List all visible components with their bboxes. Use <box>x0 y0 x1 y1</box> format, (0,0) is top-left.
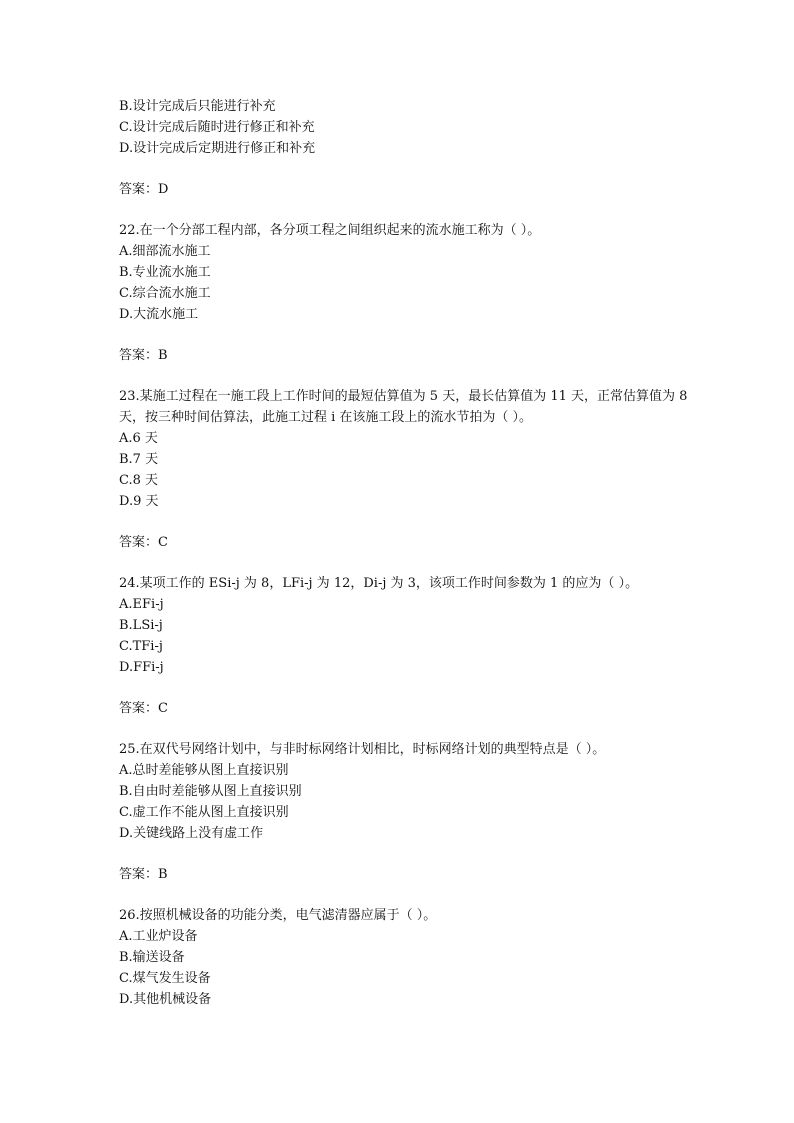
option-c: C.虚工作不能从图上直接识别 <box>119 805 289 820</box>
option-a: A.EFi-j <box>119 597 164 612</box>
question-stem: 25.在双代号网络计划中，与非时标网络计划相比，时标网络计划的典型特点是（ ）。 <box>119 742 606 757</box>
question-block <box>119 739 689 905</box>
option-b: B.7 天 <box>119 452 159 467</box>
option-a: A.工业炉设备 <box>119 929 198 944</box>
question-stem: 24.某项工作的 ESi-j 为 8，LFi-j 为 12，Di-j 为 3，该项工作时间参数为 1 的应为（ ）。 <box>119 576 639 591</box>
option-b: B.自由时差能够从图上直接识别 <box>119 784 302 799</box>
option-b: B.输送设备 <box>119 950 185 965</box>
option-a: A.细部流水施工 <box>119 244 211 259</box>
answer-line: 答案：D <box>119 182 169 197</box>
option-a: A.6 天 <box>119 431 158 446</box>
question-stem: 26.按照机械设备的功能分类，电气滤清器应属于（ ）。 <box>119 908 437 923</box>
question-block <box>119 386 689 573</box>
option-d: D.设计完成后定期进行修正和补充 <box>119 141 316 156</box>
option-a: A.总时差能够从图上直接识别 <box>119 763 289 778</box>
question-block <box>119 905 689 1010</box>
option-c: C.设计完成后随时进行修正和补充 <box>119 120 315 135</box>
document-content <box>119 96 689 1010</box>
option-c: C.8 天 <box>119 473 159 488</box>
question-block <box>119 220 689 386</box>
answer-line: 答案：B <box>119 867 168 882</box>
option-b: B.LSi-j <box>119 618 163 633</box>
option-b: B.专业流水施工 <box>119 265 211 280</box>
option-d: D.其他机械设备 <box>119 992 212 1007</box>
option-d: D.大流水施工 <box>119 307 199 322</box>
option-c: C.综合流水施工 <box>119 286 211 301</box>
option-c: C.TFi-j <box>119 639 163 654</box>
question-stem: 23.某施工过程在一施工段上工作时间的最短估算值为 5 天，最长估算值为 11 天，正常估算值为 8 天，按三种时间估算法，此施工过程 i 在该施工段上的流水节拍为（ ）。 <box>119 389 688 425</box>
question-block <box>119 573 689 739</box>
answer-line: 答案：C <box>119 701 168 716</box>
option-b: B.设计完成后只能进行补充 <box>119 99 276 114</box>
option-c: C.煤气发生设备 <box>119 971 211 986</box>
option-d: D.9 天 <box>119 494 159 509</box>
option-d: D.关键线路上没有虚工作 <box>119 826 264 841</box>
answer-line: 答案：C <box>119 535 168 550</box>
question-stem: 22.在一个分部工程内部，各分项工程之间组织起来的流水施工称为（ ）。 <box>119 223 541 238</box>
option-d: D.FFi-j <box>119 660 164 675</box>
answer-line: 答案：B <box>119 348 168 363</box>
question-block <box>119 96 689 220</box>
